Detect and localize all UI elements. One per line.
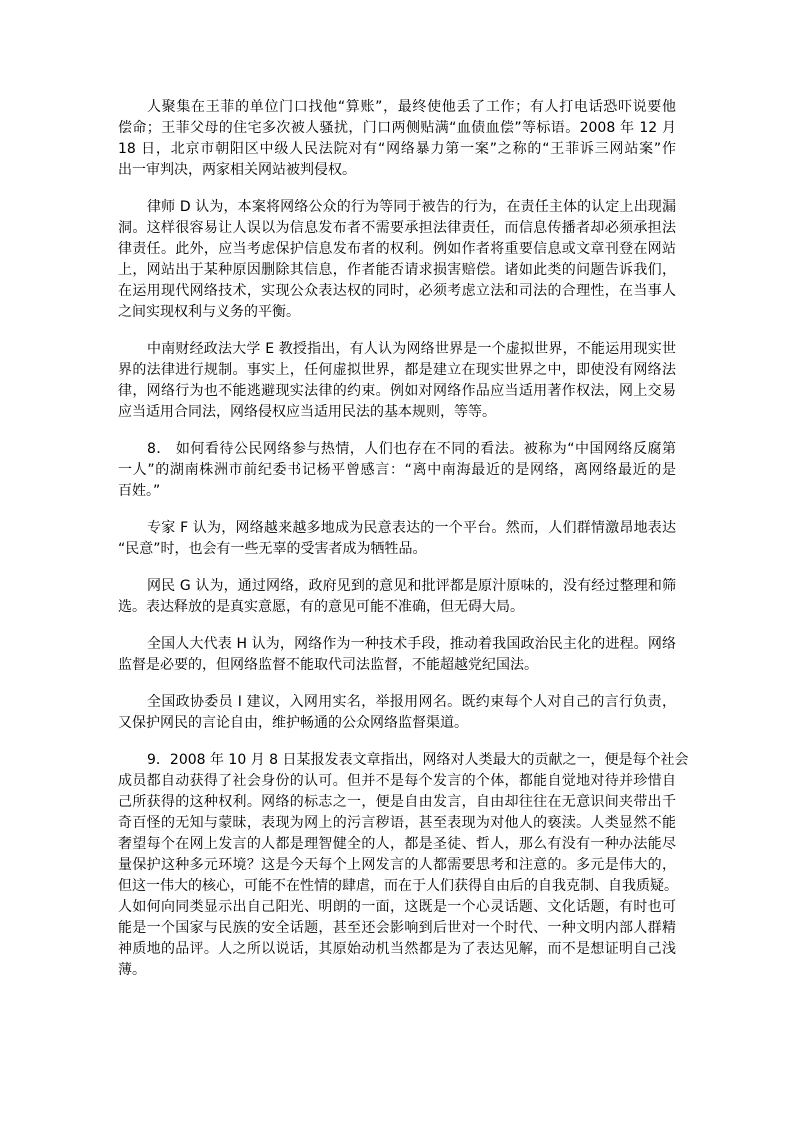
text-line: 量保护这种多元环境？这是今天每个上网发言的人都需要思考和注意的。多元是伟大的， [118, 857, 676, 873]
text-line: 专家 F 认为，网络越来越多地成为民意表达的一个平台。然而，人们群情激昂地表达 [147, 520, 676, 536]
text-line: 己所获得的这种权利。网络的标志之一，便是自由发言，自由却往往在无意识间夹带出千 [118, 794, 676, 810]
text-line: 神质地的品评。人之所以说话，其原始动机当然都是为了表达见解，而不是想证明自己浅 [118, 941, 676, 957]
text-line: 全国人大代表 H 认为，网络作为一种技术手段，推动着我国政治民主化的进程。网络 [147, 636, 676, 652]
text-line: 之间实现权利与义务的平衡。 [118, 304, 300, 320]
text-line: 网民 G 认为，通过网络，政府见到的意见和批评都是原汁原味的，没有经过整理和筛 [147, 578, 676, 594]
text-line: 律师 D 认为，本案将网络公众的行为等同于被告的行为，在责任主体的认定上出现漏 [147, 199, 676, 215]
text-line: 全国政协委员 I 建议，入网用实名，举报用网名。既约束每个人对自己的言行负责， [147, 694, 676, 710]
paragraph [118, 518, 676, 560]
text-line: 出一审判决，两家相关网站被判侵权。 [118, 162, 356, 178]
text-line: 薄。 [118, 962, 146, 978]
text-line: 能是一个国家与民族的安全话题，甚至还会影响到后世对一个时代、一种文明内部人群精 [118, 920, 676, 936]
text-line: 洞。这样很容易让人误以为信息发布者不需要承担法律责任，而信息传播者却必须承担法 [118, 220, 676, 236]
paragraph [118, 197, 676, 323]
document-page [118, 97, 689, 997]
text-line: 一人”的湖南株洲市前纪委书记杨平曾感言：“离中南海最近的是网络，离网络最近的是 [118, 462, 676, 478]
paragraph [118, 634, 676, 676]
text-line: 界的法律进行规制。事实上，任何虚拟世界，都是建立在现实世界之中，即使没有网络法 [118, 362, 676, 378]
text-line: 上，网站出于某种原因删除其信息，作者能否请求损害赔偿。诸如此类的问题告诉我们， [118, 262, 676, 278]
text-line: 8． 如何看待公民网络参与热情，人们也存在不同的看法。被称为“中国网络反腐第 [147, 441, 676, 457]
text-line: 但这一伟大的核心，可能不在性情的肆虐，而在于人们获得自由后的自我克制、自我质疑。 [118, 878, 678, 894]
paragraph [118, 439, 676, 502]
text-line: 又保护网民的言论自由，维护畅通的公众网络监督渠道。 [118, 715, 468, 731]
paragraph [118, 576, 676, 618]
text-line: 律责任。此外，应当考虑保护信息发布者的权利。例如作者将重要信息或文章刊登在网站 [118, 241, 676, 257]
paragraph [118, 692, 676, 734]
text-line: 监督是必要的，但网络监督不能取代司法监督，不能超越党纪国法。 [118, 657, 538, 673]
text-line: 成员都自动获得了社会身份的认可。但并不是每个发言的个体，都能自觉地对待并珍惜自 [118, 773, 676, 789]
text-line: “民意”时，也会有一些无辜的受害者成为牺牲品。 [118, 541, 427, 557]
text-line: 在运用现代网络技术，实现公众表达权的同时，必须考虑立法和司法的合理性，在当事人 [118, 283, 676, 299]
paragraph [118, 750, 689, 981]
text-line: 9．2008 年 10 月 8 日某报发表文章指出，网络对人类最大的贡献之一，便是每个社会 [147, 752, 689, 768]
text-line: 人聚集在王菲的单位门口找他“算账”，最终使他丢了工作；有人打电话恐吓说要他 [147, 99, 676, 115]
text-line: 偿命；王菲父母的住宅多次被人骚扰，门口两侧贴满“血债血偿”等标语。2008 年 12 月 [118, 120, 676, 136]
text-line: 奇百怪的无知与蒙昧，表现为网上的污言秽语，甚至表现为对他人的亵渎。人类显然不能 [118, 815, 676, 831]
text-line: 应当适用合同法，网络侵权应当适用民法的基本规则，等等。 [118, 404, 496, 420]
text-line: 中南财经政法大学 E 教授指出，有人认为网络世界是一个虚拟世界，不能运用现实世 [147, 341, 676, 357]
text-line: 选。表达释放的是真实意愿，有的意见可能不准确，但无碍大局。 [118, 599, 524, 615]
text-line: 百姓。” [118, 483, 161, 499]
text-line: 奢望每个在网上发言的人都是理智健全的人，都是圣徒、哲人，那么有没有一种办法能尽 [118, 836, 676, 852]
text-line: 人如何向同类显示出自己阳光、明朗的一面，这既是一个心灵话题、文化话题，有时也可 [118, 899, 676, 915]
paragraph [118, 97, 676, 181]
text-line: 18 日，北京市朝阳区中级人民法院对有“网络暴力第一案”之称的“王菲诉三网站案”作 [118, 141, 676, 157]
paragraph [118, 339, 676, 423]
text-line: 律，网络行为也不能逃避现实法律的约束。例如对网络作品应当适用著作权法，网上交易 [118, 383, 676, 399]
